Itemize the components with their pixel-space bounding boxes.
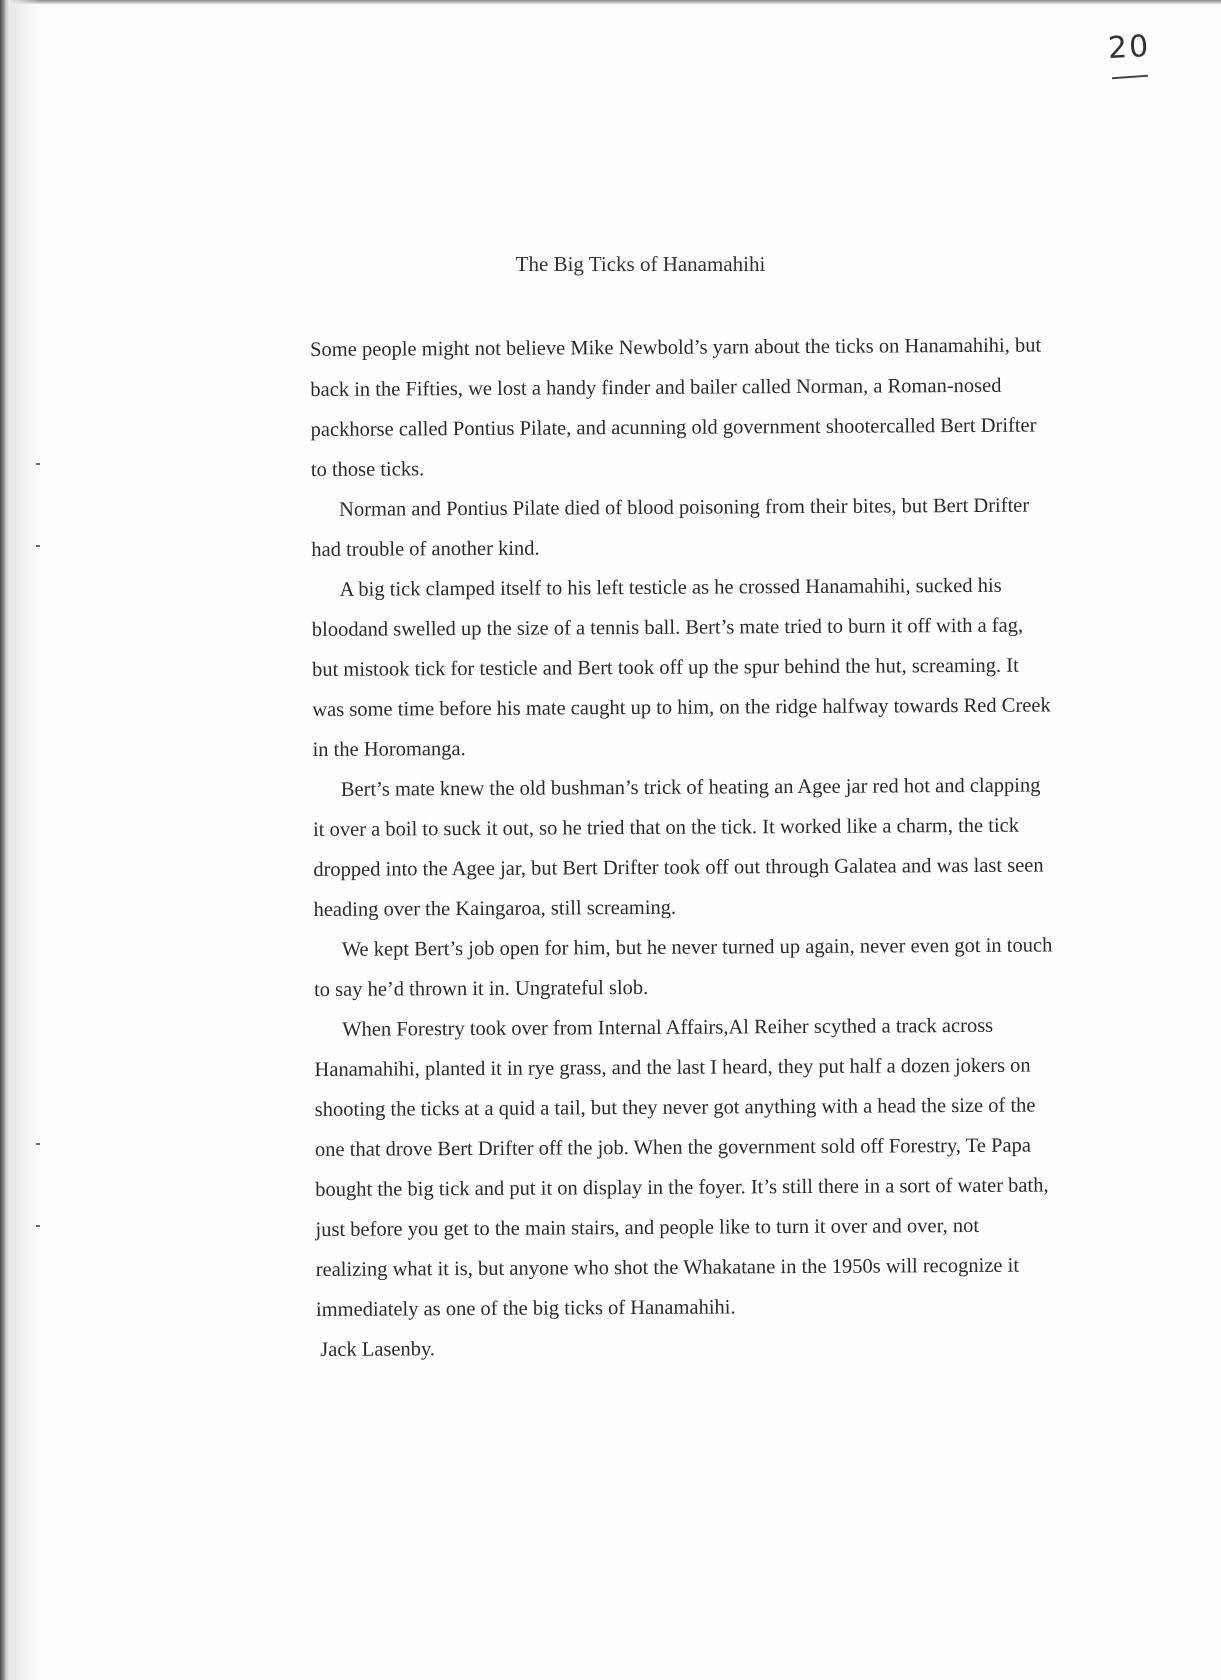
paragraph: When Forestry took over from Internal Affairs,Al Reiher scythed a track across Hanamahihi, planted it in rye grass, and the last I heard, they put half a dozen jokers on shooting the ticks at a quid a tail, but they never got anything with a head the size of the one that drove Bert Drifter off the job. When the government sold off Forestry, Te Papa bought the big tick and put it on display in the foyer. It’s still there in a sort of water bath, just before you get to the main stairs, and people like to turn it over and over, not realizing what it is, but anyone who shot the Whakatane in the 1950s will recognize it immediately as one of the big ticks of Hanamahihi. [314,1014,1049,1321]
story-body [310,325,1056,1370]
paragraph: Norman and Pontius Pilate died of blood poisoning from their bites, but Bert Drifter had trouble of another kind. [311,494,1030,561]
margin-mark [36,1225,40,1227]
paragraph: A big tick clamped itself to his left testicle as he crossed Hanamahihi, sucked his bloodand swelled up the size of a tennis ball. Bert’s mate tried to burn it off with a fag, but mistook tick for testicle and Bert took off up the spur behind the hut, screaming. It was some time before his mate caught up to him, on the ridge halfway towards Red Creek in the Horomanga. [311,574,1051,761]
margin-mark [36,545,40,547]
author-signature: Jack Lasenby. [320,1338,436,1361]
paragraph: Some people might not believe Mike Newbold’s yarn about the ticks on Hanamahihi, but back in the Fifties, we lost a handy finder and bailer called Norman, a Roman-nosed packhorse called Pontius Pilate, and acunning old government shootercalled Bert Drifter to those ticks. [310,334,1042,481]
page-number-underline [1112,75,1148,80]
story-title: The Big Ticks of Hanamahihi [515,252,766,276]
margin-mark [36,1143,40,1145]
margin-mark [36,463,40,465]
paragraph: We kept Bert’s job open for him, but he never turned up again, never even got in touch to say he’d thrown it in. Ungrateful slob. [313,934,1053,1001]
page-number: 20 [1107,28,1152,67]
page-top-edge [0,0,1221,4]
paragraph: Bert’s mate knew the old bushman’s trick of heating an Agee jar red hot and clapping it over a boil to suck it out, so he tried that on the tick. It worked like a charm, the tick dropped into the Agee jar, but Bert Drifter took off out through Galatea and was last seen heading over the Kaingaroa, still screaming. [312,774,1044,921]
